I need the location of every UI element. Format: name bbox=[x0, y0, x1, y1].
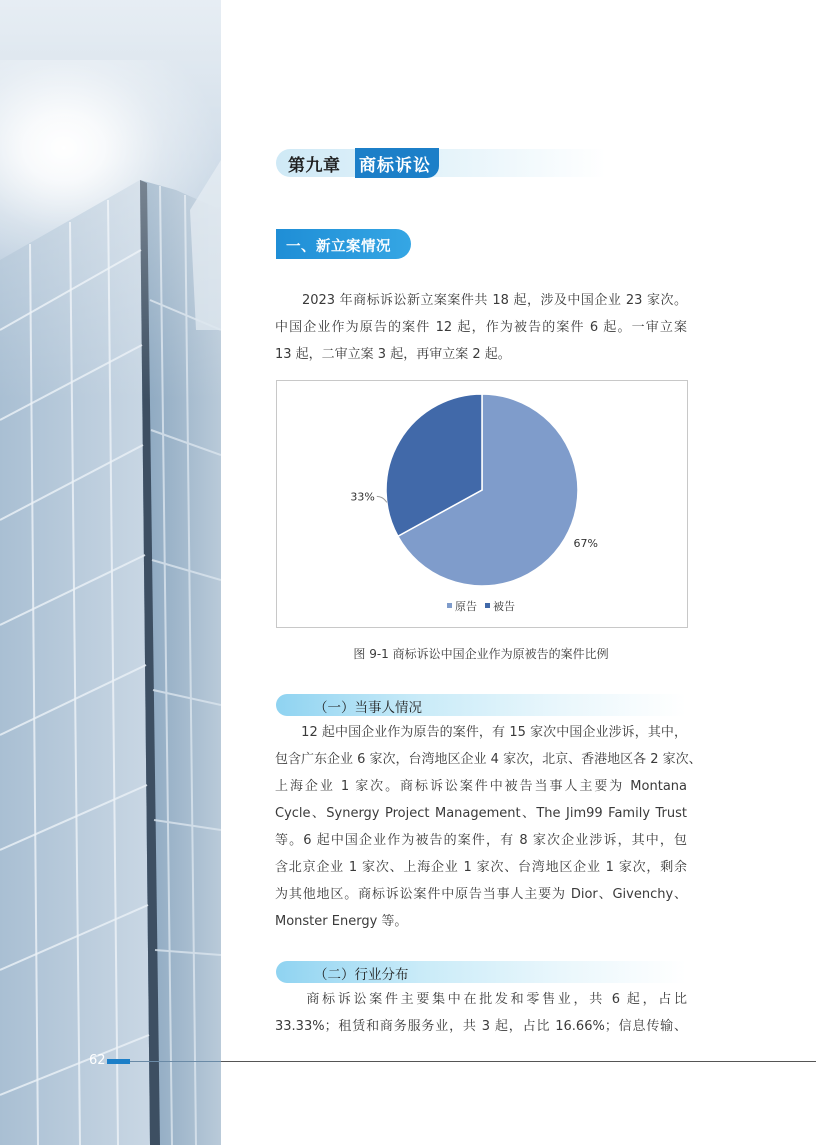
paragraph-line: 含北京企业 1 家次、上海企业 1 家次、台湾地区企业 1 家次，剩余 bbox=[275, 860, 687, 875]
chapter-title: 商标诉讼 bbox=[359, 156, 431, 176]
subsection-paragraph bbox=[275, 719, 702, 935]
subsection-paragraph bbox=[275, 986, 687, 1040]
paragraph-line: 上海企业 1 家次。商标诉讼案件中被告当事人主要为 Montana bbox=[275, 779, 687, 794]
paragraph-line: 2023 年商标诉讼新立案案件共 18 起，涉及中国企业 23 家次。 bbox=[275, 293, 687, 308]
pie-data-label: 33% bbox=[350, 490, 375, 504]
pie-data-label: 67% bbox=[573, 536, 598, 550]
section-paragraph bbox=[275, 287, 687, 368]
chapter-header bbox=[276, 149, 606, 177]
legend-label: 原告 bbox=[455, 600, 477, 613]
figure-caption: 图 9-1 商标诉讼中国企业作为原被告的案件比例 bbox=[353, 647, 609, 661]
page-number: 62 bbox=[89, 1053, 106, 1068]
paragraph-line: 商标诉讼案件主要集中在批发和零售业，共 6 起，占比 bbox=[275, 992, 687, 1007]
paragraph-line: 12 起中国企业作为原告的案件，有 15 家次中国企业涉诉，其中， bbox=[275, 725, 687, 740]
section-header bbox=[276, 229, 411, 259]
subsection-header bbox=[276, 694, 686, 716]
footer-rule bbox=[221, 1061, 816, 1062]
legend-label: 被告 bbox=[493, 600, 515, 613]
subsection-title: （一）当事人情况 bbox=[314, 700, 422, 716]
chapter-title-box bbox=[355, 148, 439, 178]
subsection-header bbox=[276, 961, 686, 983]
chapter-number: 第九章 bbox=[288, 156, 341, 176]
building-photo bbox=[0, 0, 221, 1145]
paragraph-line: 13 起，二审立案 3 起，再审立案 2 起。 bbox=[275, 347, 511, 362]
paragraph-line: 33.33%；租赁和商务服务业，共 3 起，占比 16.66%；信息传输、 bbox=[275, 1019, 687, 1034]
building-illustration bbox=[0, 0, 221, 1145]
paragraph-line: 包含广东企业 6 家次，台湾地区企业 4 家次，北京、香港地区各 2 家次、 bbox=[275, 752, 702, 767]
paragraph-line: 等。6 起中国企业作为被告的案件，有 8 家次企业涉诉，其中，包 bbox=[275, 833, 687, 848]
paragraph-line: 中国企业作为原告的案件 12 起，作为被告的案件 6 起。一审立案 bbox=[275, 320, 687, 335]
footer-rule-left bbox=[130, 1061, 221, 1062]
page-number-accent bbox=[107, 1059, 130, 1064]
pie-leader-line bbox=[377, 496, 387, 502]
pie-chart bbox=[276, 380, 688, 628]
pie-chart-canvas bbox=[277, 381, 687, 627]
paragraph-line: Monster Energy 等。 bbox=[275, 914, 408, 929]
paragraph-line: Cycle、Synergy Project Management、The Jim99 Family Trust bbox=[275, 806, 687, 821]
paragraph-line: 为其他地区。商标诉讼案件中原告当事人主要为 Dior、Givenchy、 bbox=[275, 887, 687, 902]
legend-swatch bbox=[485, 603, 490, 608]
subsection-title: （二）行业分布 bbox=[314, 967, 409, 983]
legend-swatch bbox=[447, 603, 452, 608]
section-title: 一、新立案情况 bbox=[286, 239, 391, 255]
